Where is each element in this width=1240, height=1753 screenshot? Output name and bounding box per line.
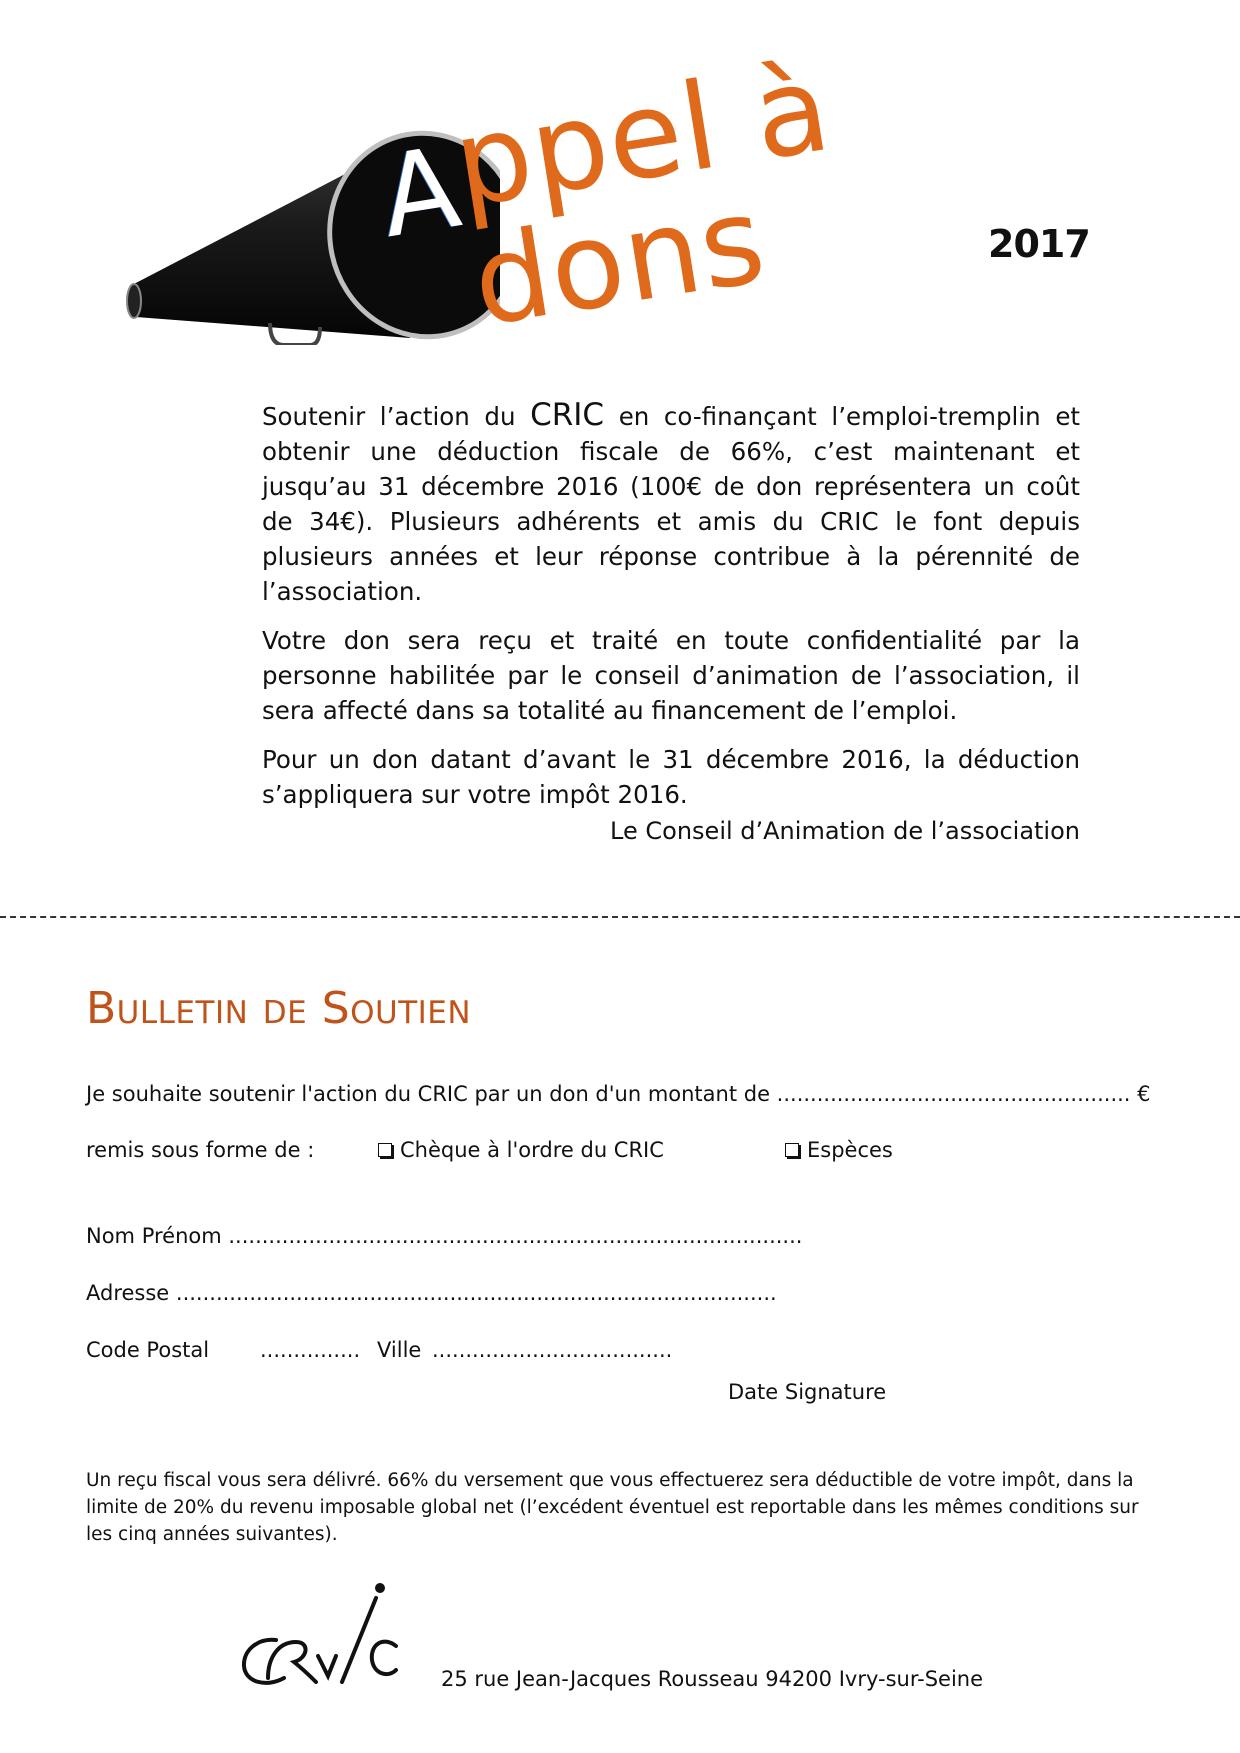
fiscal-note: Un reçu fiscal vous sera délivré. 66% du versement que vous effectuerez sera déductible de votre impôt, dans la limite de 20% du revenu imposable global net (l’excédent éventuel est reportable dans les mêmes conditions sur les cinq années suivantes). bbox=[86, 1470, 1139, 1545]
postal-code-field[interactable]: ............... bbox=[260, 1338, 361, 1362]
option-label: Chèque à l'ordre du CRIC bbox=[400, 1138, 664, 1162]
checkbox-icon[interactable] bbox=[378, 1143, 392, 1157]
name-field[interactable]: Nom Prénom ...................................................................................... bbox=[86, 1224, 803, 1248]
footer-address: 25 rue Jean-Jacques Rousseau 94200 Ivry-sur-Seine bbox=[441, 1667, 984, 1691]
checkbox-icon[interactable] bbox=[785, 1143, 799, 1157]
payment-option-especes[interactable] bbox=[785, 1138, 893, 1162]
payment-method-label: remis sous forme de : bbox=[86, 1138, 315, 1162]
intro-paragraph-2: Votre don sera reçu et traité en toute confidentialité par la personne habilitée par le conseil d’animation de l’association, il sera affecté dans sa totalité au financement de l’emploi. bbox=[262, 626, 1080, 725]
cut-line-divider bbox=[0, 916, 1240, 918]
payment-option-cheque[interactable] bbox=[378, 1138, 664, 1162]
postal-code-label: Code Postal bbox=[86, 1338, 210, 1362]
date-signature-label: Date Signature bbox=[728, 1380, 887, 1404]
title-text: ppel à dons bbox=[445, 38, 840, 354]
cric-logo-icon bbox=[238, 1578, 403, 1690]
year-label: 2017 bbox=[988, 222, 1090, 266]
donation-amount-field[interactable]: Je souhaite soutenir l'action du CRIC par un don d'un montant de ..................................................... € bbox=[86, 1082, 1151, 1106]
intro-paragraph-3: Pour un don datant d’avant le 31 décembre 2016, la déduction s’appliquera sur votre impôt 2016. bbox=[262, 745, 1080, 809]
option-label: Espèces bbox=[807, 1138, 893, 1162]
city-label: Ville bbox=[377, 1338, 422, 1362]
intro-signature: Le Conseil d’Animation de l’association bbox=[610, 817, 1080, 845]
title-first-letter: A bbox=[372, 122, 469, 264]
city-field[interactable]: .................................... bbox=[432, 1338, 673, 1362]
intro-text bbox=[262, 398, 1080, 826]
intro-paragraph-1: Soutenir l’action du CRIC en co-finançant l’emploi-tremplin et obtenir une déduction fiscale de 66%, c’est maintenant et jusqu’au 31 décembre 2016 (100€ de don représentera un coût de 34€). Plusieurs adhérents et amis du CRIC le font depuis plusieurs années et leur réponse contribue à la pérennité de l’association. bbox=[262, 397, 1080, 606]
bulletin-title: Bulletin de Soutien bbox=[86, 983, 472, 1034]
cric-name: CRIC bbox=[530, 397, 605, 433]
address-field[interactable]: Adresse .......................................................................................... bbox=[86, 1281, 777, 1305]
